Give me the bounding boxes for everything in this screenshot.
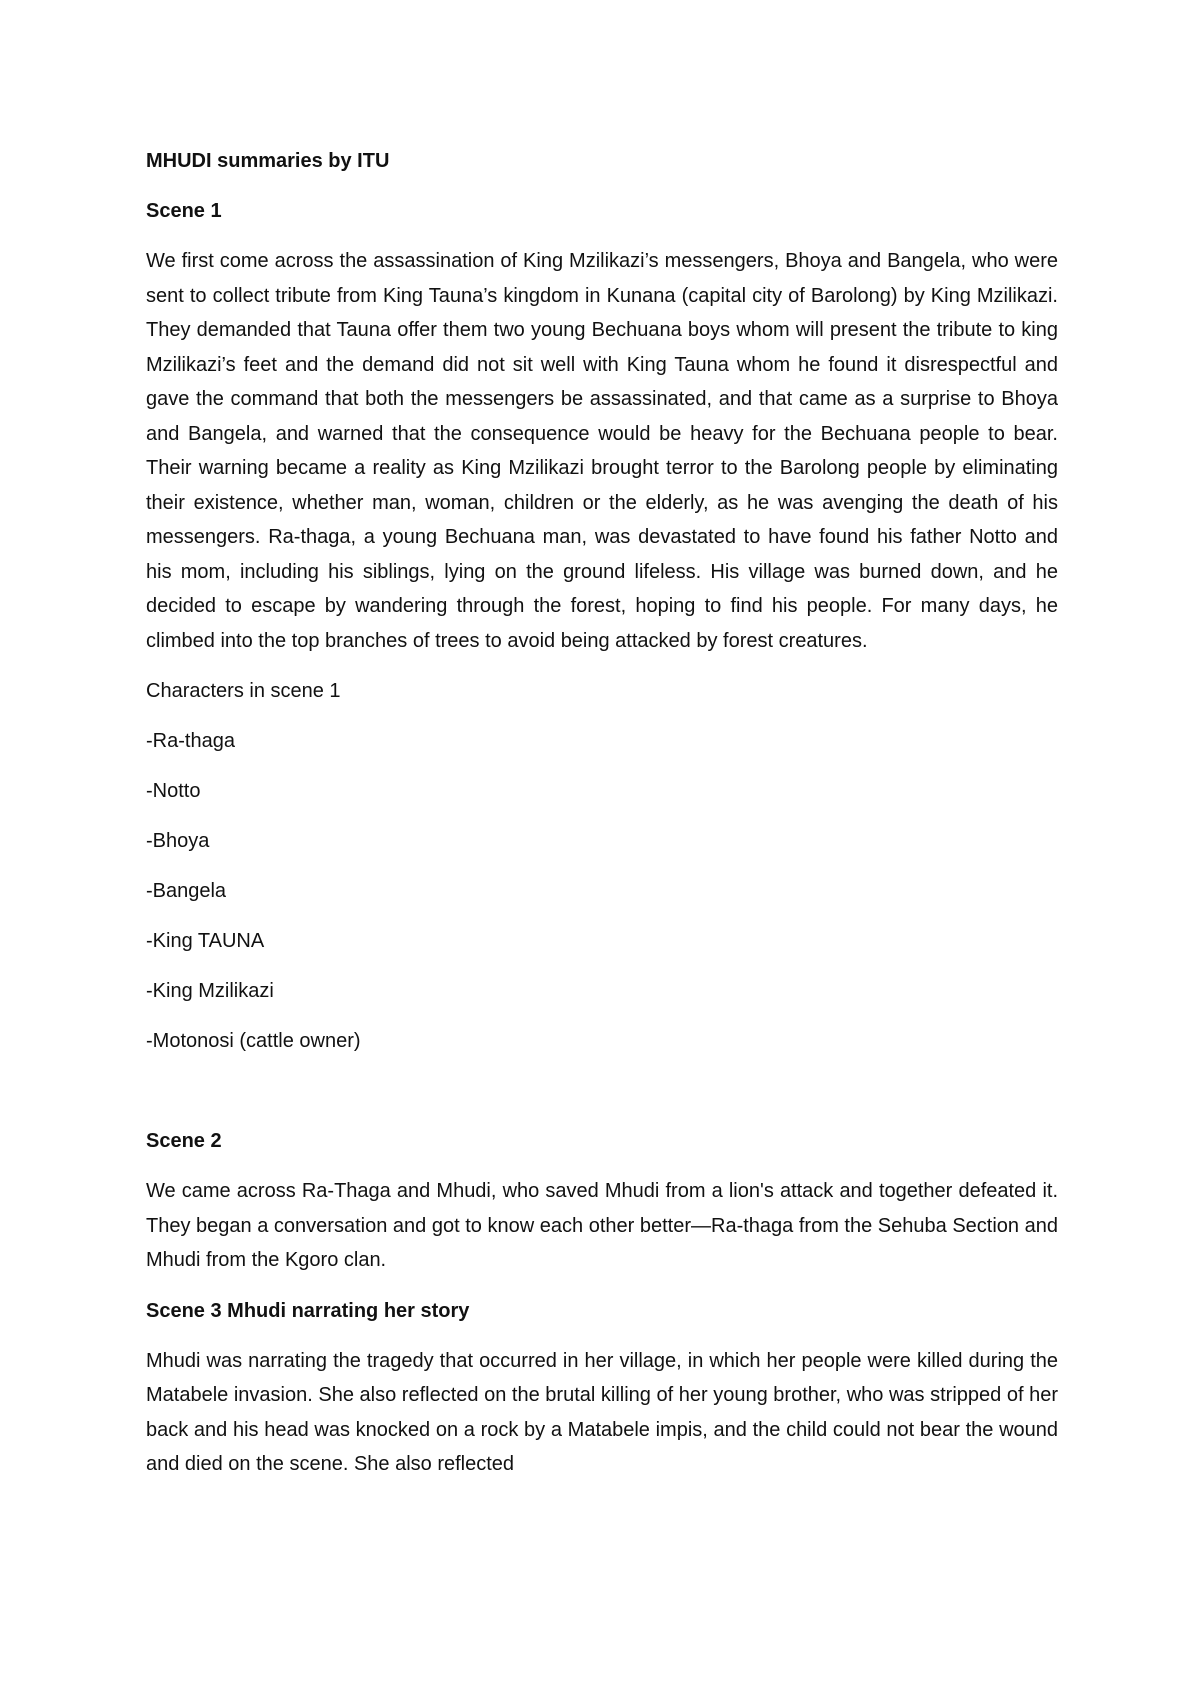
scene-2-paragraph: We came across Ra-Thaga and Mhudi, who saved Mhudi from a lion's attack and together defeated it. They began a conversation and got to know each other better—Ra-thaga from the Sehuba Section and Mhudi from the Kgoro clan. bbox=[146, 1180, 1058, 1271]
document-title: MHUDI summaries by ITU bbox=[146, 150, 390, 172]
scene-3-paragraph: Mhudi was narrating the tragedy that occurred in her village, in which her people were killed during the Matabele invasion. She also reflected on the brutal killing of her young brother, who was stripped of her back and his head was knocked on a rock by a Matabele impis, and the child could not bear the wound and died on the scene. She also reflected bbox=[146, 1349, 1058, 1475]
character-item: -Ra-thaga bbox=[146, 730, 235, 752]
document-page bbox=[146, 144, 1058, 1498]
character-item: -King TAUNA bbox=[146, 930, 265, 952]
scene-1-characters-label: Characters in scene 1 bbox=[146, 680, 341, 702]
scene-1-character-list bbox=[146, 724, 1058, 1058]
character-item: -Bhoya bbox=[146, 830, 210, 852]
scene-3-heading: Scene 3 Mhudi narrating her story bbox=[146, 1299, 470, 1322]
character-item: -Notto bbox=[146, 780, 201, 802]
character-item: -Motonosi (cattle owner) bbox=[146, 1030, 361, 1052]
scene-2-heading: Scene 2 bbox=[146, 1130, 222, 1152]
character-item: -Bangela bbox=[146, 880, 227, 902]
character-item: -King Mzilikazi bbox=[146, 980, 274, 1002]
scene-1-paragraph: We first come across the assassination of King Mzilikazi’s messengers, Bhoya and Bangela, who were sent to collect tribute from King Tauna’s kingdom in Kunana (capital city of Barolong) by King Mzilikazi. They demanded that Tauna offer them two young Bechuana boys whom will present the tribute to king Mzilikazi’s feet and the demand did not sit well with King Tauna whom he found it disrespectful and gave the command that both the messengers be assassinated, and that came as a surprise to Bhoya and Bangela, and warned that the consequence would be heavy for the Bechuana people to bear. Their warning became a reality as King Mzilikazi brought terror to the Barolong people by eliminating their existence, whether man, woman, children or the elderly, as he was avenging the death of his messengers. Ra-thaga, a young Bechuana man, was devastated to have found his father Notto and his mom, including his siblings, lying on the ground lifeless. His village was burned down, and he decided to escape by wandering through the forest, hoping to find his people. For many days, he climbed into the top branches of trees to avoid being attacked by forest creatures. bbox=[146, 250, 1058, 652]
scene-1-heading: Scene 1 bbox=[146, 200, 222, 222]
section-spacer bbox=[146, 1074, 1058, 1124]
